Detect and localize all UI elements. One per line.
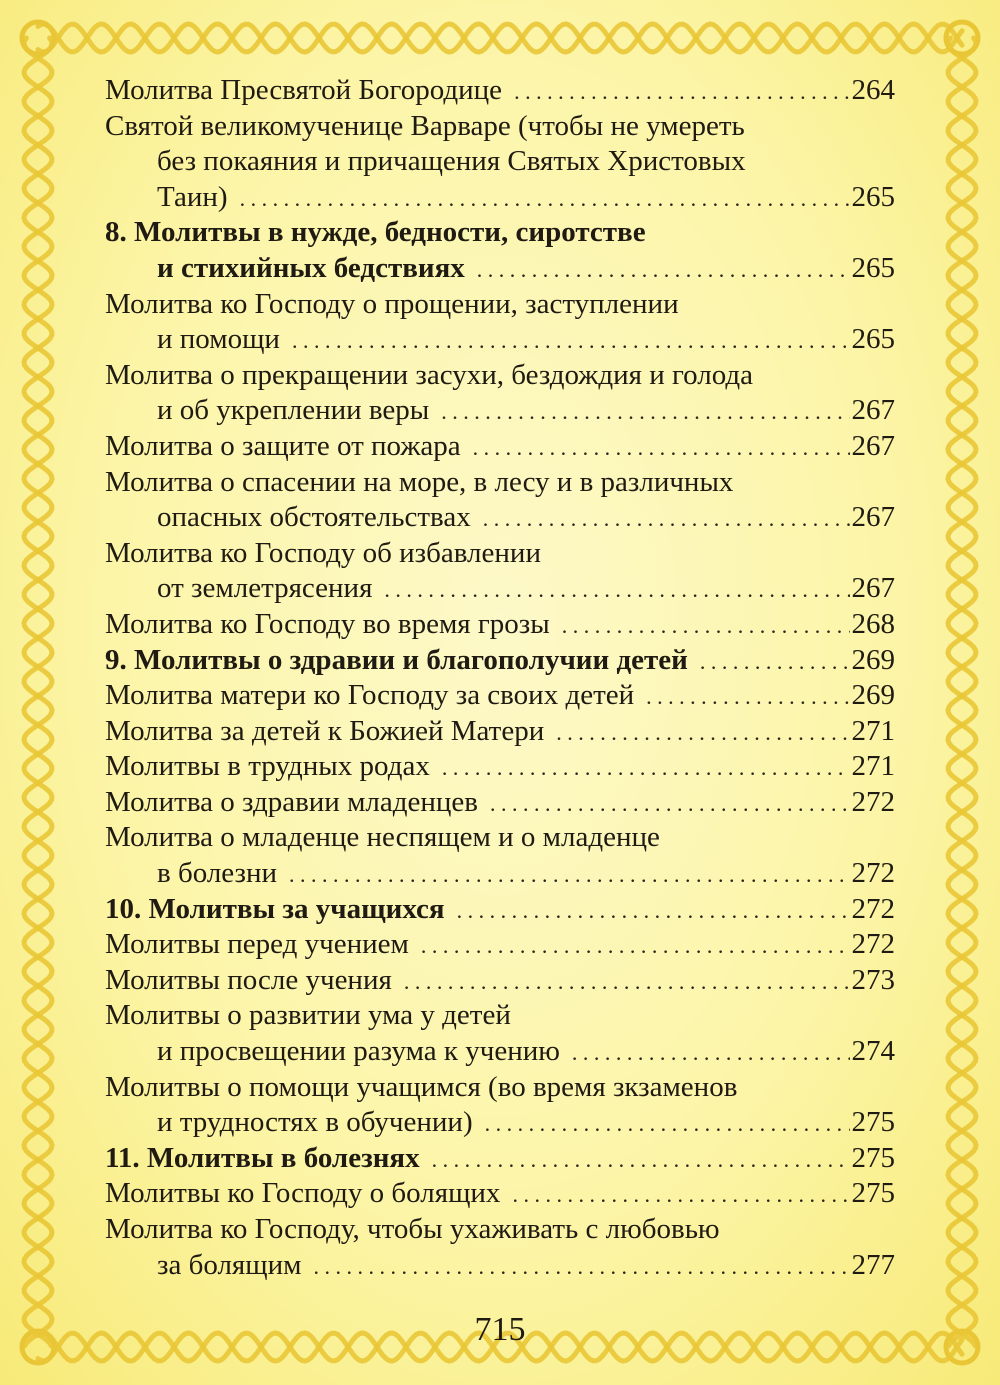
dot-leader bbox=[483, 500, 850, 537]
toc-page-number: 265 bbox=[851, 180, 895, 213]
dot-leader bbox=[432, 1141, 850, 1178]
toc-entry bbox=[105, 1176, 895, 1212]
toc-section-heading bbox=[105, 892, 895, 928]
toc-entry-title: от землетрясения bbox=[157, 572, 373, 605]
toc-entry bbox=[105, 465, 895, 536]
toc-line bbox=[105, 892, 895, 928]
toc-entry-title: Молитва Пресвятой Богородице bbox=[105, 74, 503, 106]
toc-line bbox=[105, 180, 895, 216]
toc-page-number: 272 bbox=[851, 857, 895, 890]
toc-entry-title: Молитвы ко Господу о болящих bbox=[105, 1177, 501, 1210]
toc-entry-title: Молитва о прекращении засухи, бездождия и голода bbox=[105, 358, 754, 391]
dot-leader bbox=[289, 856, 849, 893]
toc-line bbox=[105, 358, 895, 394]
toc-entry bbox=[105, 714, 895, 750]
toc-line bbox=[105, 287, 895, 323]
toc-entry bbox=[105, 109, 895, 216]
toc-entry bbox=[105, 785, 895, 821]
toc-page-number: 267 bbox=[851, 394, 895, 427]
toc-line bbox=[105, 927, 895, 963]
toc-page-number: 271 bbox=[851, 750, 895, 783]
toc-page-number: 271 bbox=[851, 714, 895, 747]
toc-entry-title: Молитвы перед учением bbox=[105, 928, 409, 961]
dot-leader bbox=[292, 322, 850, 359]
toc-entry bbox=[105, 963, 895, 999]
toc-entry bbox=[105, 287, 895, 358]
toc-line bbox=[105, 429, 895, 465]
toc-entry-title: за болящим bbox=[157, 1248, 302, 1281]
toc-entry bbox=[105, 536, 895, 607]
toc-line bbox=[105, 393, 895, 429]
toc-entry-title: Молитвы в трудных родах bbox=[105, 750, 430, 783]
toc-line bbox=[105, 678, 895, 714]
toc-line bbox=[105, 465, 895, 501]
toc-entry bbox=[105, 1212, 895, 1283]
dot-leader bbox=[384, 571, 849, 608]
toc-entry bbox=[105, 998, 895, 1069]
toc-entry-title: и трудностях в обучении) bbox=[157, 1106, 473, 1139]
toc-entry-title: Молитвы о развитии ума у детей bbox=[105, 999, 511, 1032]
toc-entry-title: Молитва ко Господу об избавлении bbox=[105, 536, 541, 569]
toc-line bbox=[105, 643, 895, 679]
toc-entry bbox=[105, 749, 895, 785]
toc-entry-title: Таин) bbox=[157, 180, 228, 213]
toc-line bbox=[105, 785, 895, 821]
toc-page-number: 267 bbox=[851, 572, 895, 605]
toc-line bbox=[105, 1248, 895, 1284]
toc-line bbox=[105, 144, 895, 180]
toc-page-number: 275 bbox=[851, 1106, 895, 1139]
toc-entry-title: 8. Молитвы в нужде, бедности, сиротстве bbox=[105, 216, 646, 249]
toc-line bbox=[105, 571, 895, 607]
dot-leader bbox=[240, 180, 850, 217]
toc-entry bbox=[105, 1070, 895, 1141]
toc-line bbox=[105, 73, 895, 109]
toc-entry-title: Молитва ко Господу о прощении, заступлении bbox=[105, 287, 679, 320]
toc-page-number: 277 bbox=[851, 1248, 895, 1281]
toc-page-number: 274 bbox=[851, 1035, 895, 1068]
dot-leader bbox=[512, 1176, 849, 1213]
toc-entry-title: Молитва ко Господу во время грозы bbox=[105, 607, 550, 640]
toc-page-number: 272 bbox=[851, 892, 895, 925]
toc-entry-title: Святой великомученице Варваре (чтобы не умереть bbox=[105, 109, 745, 142]
dot-leader bbox=[457, 892, 850, 929]
toc-entry bbox=[105, 73, 895, 109]
dot-leader bbox=[473, 429, 850, 466]
toc-entry-title: и помощи bbox=[157, 323, 280, 356]
dot-leader bbox=[562, 607, 850, 644]
table-of-contents bbox=[105, 73, 895, 1283]
toc-entry bbox=[105, 927, 895, 963]
toc-entry bbox=[105, 678, 895, 714]
toc-entry-title: и просвещении разума к учению bbox=[157, 1035, 560, 1068]
toc-line bbox=[105, 322, 895, 358]
dot-leader bbox=[646, 678, 849, 715]
toc-entry-title: Молитва о здравии младенцев bbox=[105, 785, 478, 818]
toc-line bbox=[105, 749, 895, 785]
toc-entry-title: Молитва ко Господу, чтобы ухаживать с любовью bbox=[105, 1213, 720, 1245]
toc-line bbox=[105, 963, 895, 999]
toc-page-number: 268 bbox=[851, 607, 895, 640]
toc-section-heading bbox=[105, 1141, 895, 1177]
toc-page-number: 265 bbox=[851, 251, 895, 284]
toc-line bbox=[105, 1176, 895, 1212]
toc-page-number: 275 bbox=[851, 1177, 895, 1210]
toc-entry-title: опасных обстоятельствах bbox=[157, 501, 471, 534]
dot-leader bbox=[313, 1248, 849, 1285]
toc-page-number: 275 bbox=[851, 1141, 895, 1174]
toc-entry-title: 11. Молитвы в болезнях bbox=[105, 1141, 420, 1174]
dot-leader bbox=[490, 785, 850, 822]
toc-page-number: 267 bbox=[851, 429, 895, 462]
toc-entry bbox=[105, 607, 895, 643]
toc-line bbox=[105, 500, 895, 536]
toc-section-heading bbox=[105, 643, 895, 679]
dot-leader bbox=[442, 749, 850, 786]
toc-line bbox=[105, 1212, 895, 1248]
toc-entry-title: Молитвы о помощи учащимся (во время зкзаменов bbox=[105, 1070, 738, 1103]
dot-leader bbox=[572, 1034, 850, 1071]
dot-leader bbox=[514, 73, 849, 110]
toc-line bbox=[105, 856, 895, 892]
toc-entry bbox=[105, 820, 895, 891]
toc-page-number: 269 bbox=[851, 679, 895, 712]
toc-line bbox=[105, 1070, 895, 1106]
dot-leader bbox=[485, 1105, 850, 1142]
toc-entry bbox=[105, 429, 895, 465]
toc-entry-title: Молитвы после учения bbox=[105, 963, 392, 996]
toc-section-heading bbox=[105, 215, 895, 286]
toc-line bbox=[105, 998, 895, 1034]
toc-entry-title: Молитва о спасении на море, в лесу и в различных bbox=[105, 465, 734, 498]
toc-page-number: 273 bbox=[851, 963, 895, 996]
dot-leader bbox=[700, 643, 850, 680]
toc-page-number: 265 bbox=[851, 323, 895, 356]
toc-entry-title: Молитва о защите от пожара bbox=[105, 429, 461, 462]
dot-leader bbox=[477, 251, 850, 288]
toc-entry bbox=[105, 358, 895, 429]
toc-line bbox=[105, 536, 895, 572]
toc-page-number: 264 bbox=[851, 74, 895, 106]
toc-line bbox=[105, 607, 895, 643]
toc-entry-title: и стихийных бедствиях bbox=[157, 251, 465, 284]
page-number: 715 bbox=[474, 1311, 526, 1348]
dot-leader bbox=[441, 393, 849, 430]
toc-line bbox=[105, 109, 895, 145]
toc-line bbox=[105, 820, 895, 856]
toc-page-number: 272 bbox=[851, 785, 895, 818]
toc-line bbox=[105, 251, 895, 287]
toc-line bbox=[105, 1034, 895, 1070]
toc-page-number: 269 bbox=[851, 643, 895, 676]
toc-entry-title: и об укреплении веры bbox=[157, 394, 430, 427]
toc-page-number: 267 bbox=[851, 501, 895, 534]
toc-entry-title: Молитва матери ко Господу за своих детей bbox=[105, 679, 635, 712]
toc-entry-title: 9. Молитвы о здравии и благополучии детей bbox=[105, 643, 688, 676]
toc-entry-title: в болезни bbox=[157, 857, 278, 890]
dot-leader bbox=[421, 927, 850, 964]
toc-entry-title: без покаяния и причащения Святых Христовых bbox=[157, 145, 746, 178]
toc-line bbox=[105, 714, 895, 750]
toc-line bbox=[105, 1141, 895, 1177]
dot-leader bbox=[556, 714, 849, 751]
toc-entry-title: Молитва о младенце неспящем и о младенце bbox=[105, 821, 660, 854]
dot-leader bbox=[404, 963, 850, 1000]
toc-line bbox=[105, 215, 895, 251]
toc-entry-title: Молитва за детей к Божией Матери bbox=[105, 714, 545, 747]
toc-line bbox=[105, 1105, 895, 1141]
toc-page-number: 272 bbox=[851, 928, 895, 961]
toc-entry-title: 10. Молитвы за учащихся bbox=[105, 892, 445, 925]
